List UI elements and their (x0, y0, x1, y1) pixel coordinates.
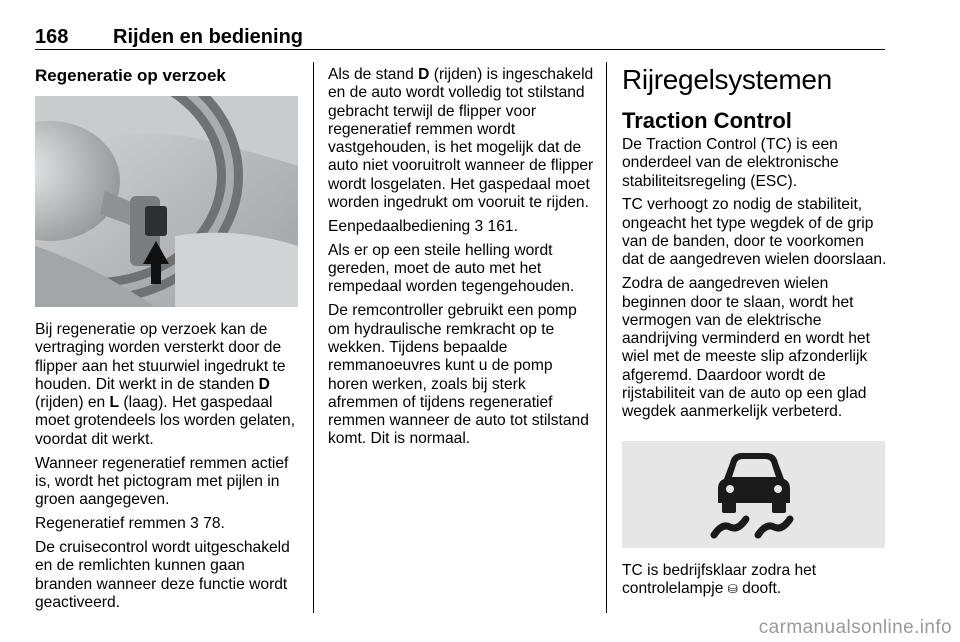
driver-assist-heading: Rijregelsystemen (622, 64, 832, 95)
tc-indicator-icon: ⛁ (727, 582, 738, 597)
tc-paragraph-1: De Traction Control (TC) is een onderdeel van de elektronische stabiliteitsregeling (ESC). (622, 136, 839, 190)
middle-column-text (328, 66, 594, 454)
traction-control-icon (622, 441, 885, 548)
column-divider-left (313, 62, 314, 613)
tc-paragraph-2: TC verhoogt zo nodig de stabiliteit, ongeacht het type wegdek of de grip van de banden, door te voorkomen dat de aangedreven wielen doorslaan. (622, 196, 887, 269)
one-pedal-crossref[interactable]: Eenpedaalbediening 3 161. (328, 217, 518, 235)
regeneration-paragraph-4: De cruisecontrol wordt uitgeschakeld en de remlichten kunnen gaan branden wanneer deze functie wordt geactiveerd. (35, 539, 290, 611)
left-column-text (35, 321, 300, 618)
traction-control-icon-panel (622, 441, 885, 548)
tc-status-text (622, 562, 888, 604)
middle-paragraph-1: Als de stand D (rijden) is ingeschakeld en de auto wordt volledig tot stilstand gebracht terwijl de flipper voor regeneratief remmen wordt vastgehouden, is het mogelijk dat de auto niet vooruitrolt wanneer de flipper wordt losgelaten. Het gaspedaal moet worden ingedrukt om vooruit te rijden. (328, 66, 594, 212)
traction-control-heading: Traction Control (622, 108, 792, 133)
section-title: Rijden en bediening (113, 26, 304, 48)
right-column-text (622, 136, 888, 427)
regeneration-crossref[interactable]: Regeneratief remmen 3 78. (35, 515, 225, 533)
tc-paragraph-4: TC is bedrijfsklaar zodra het controlelampje ⛁ dooft. (622, 562, 817, 598)
watermark: carmanualsonline.info (758, 617, 952, 638)
regeneration-heading: Regeneratie op verzoek (35, 66, 226, 85)
middle-paragraph-4: De remcontroller gebruikt een pomp om hydraulische remkracht op te wekken. Tijdens bepaalde remmanoeuvres kunt u de pomp horen werken, zoals bij sterk afremmen of tijdens regeneratief remmen wanneer de auto tot stilstand komt. Dit is normaal. (328, 302, 589, 448)
tc-paragraph-3: Zodra de aangedreven wielen beginnen door te slaan, wordt het vermogen van de elektrische aandrijving verminderd en wordt het wiel met de meeste slip afzonderlijk afgeremd. Daardoor wordt de rijstabiliteit van de auto op een glad wegdek aanmerkelijk verbeterd. (622, 275, 870, 421)
middle-paragraph-3: Als er op een steile helling wordt gereden, moet de auto met het rempedaal worden tegengehouden. (328, 241, 575, 296)
regeneration-paragraph-2: Wanneer regeneratief remmen actief is, wordt het pictogram met pijlen in groen aangegeven. (35, 454, 289, 509)
column-divider-right (606, 62, 607, 613)
steering-wheel-photo (35, 96, 298, 307)
page-number: 168 (35, 26, 69, 48)
regeneration-paragraph-1: Bij regeneratie op verzoek kan de vertraging worden versterkt door de flipper aan het stuurwiel ingedrukt te houden. Dit werkt in de standen D (rijden) en L (laag). Het gaspedaal moet grotendeels los worden gelaten, voordat dit werkt. (35, 321, 296, 448)
page-header (35, 26, 885, 50)
header-divider (35, 49, 885, 50)
